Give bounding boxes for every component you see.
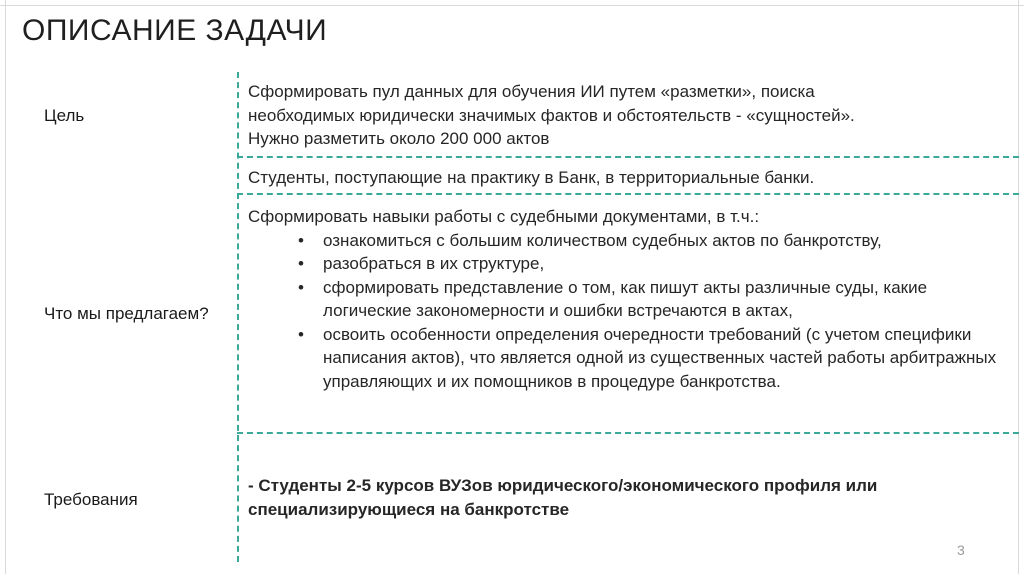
bullet-icon: • — [298, 324, 304, 344]
offer-bullet-list — [248, 229, 1008, 394]
list-item-text: разобраться в их структуре, — [323, 254, 545, 273]
offer-text — [248, 205, 1008, 393]
list-item — [248, 252, 1008, 276]
goal-text — [248, 80, 1008, 151]
list-item — [248, 276, 983, 323]
requirements-label: Требования — [44, 490, 138, 509]
list-item-text: сформировать представление о том, как пишут акты различные суды, какие логические закономерности и ошибки встречаются в актах, — [323, 277, 928, 320]
bullet-icon: • — [298, 230, 304, 250]
bullet-icon: • — [298, 277, 304, 297]
slide-top-border — [0, 5, 1024, 6]
list-item-text: освоить особенности определения очередности требований (с учетом специфики написания актов), что является одной из существенных частей работы арбитражных управляющих и их помощников в процедуре банкротства. — [323, 324, 997, 391]
vertical-divider — [237, 72, 239, 562]
list-item-text: ознакомиться с большим количеством судебных актов по банкротству, — [323, 230, 882, 250]
slide-right-border — [1018, 0, 1019, 574]
page-number: 3 — [957, 542, 965, 558]
offer-intro: Сформировать навыки работы с судебными документами, в т.ч.: — [248, 207, 760, 226]
row-divider-1 — [237, 156, 1019, 158]
offer-label: Что мы предлагаем? — [44, 304, 209, 323]
requirements-text — [248, 474, 1008, 521]
requirements-line: специализирующиеся на банкротстве — [248, 499, 570, 519]
participants-text: Студенты, поступающие на практику в Банк, в территориальные банки. — [248, 168, 815, 187]
page-title: ОПИСАНИЕ ЗАДАЧИ — [22, 14, 328, 47]
goal-line: необходимых юридически значимых фактов и обстоятельств - «сущностей». — [248, 105, 855, 125]
goal-line: Нужно разметить около 200 000 актов — [248, 129, 550, 148]
slide-left-border — [5, 0, 6, 574]
goal-label: Цель — [44, 106, 85, 125]
bullet-icon: • — [298, 254, 304, 273]
row-divider-2 — [237, 193, 1019, 195]
list-item — [248, 323, 1003, 394]
requirements-line: - Студенты 2-5 курсов ВУЗов юридического/экономического профиля или — [248, 476, 878, 495]
goal-line: Сформировать пул данных для обучения ИИ путем «разметки», поиска — [248, 82, 815, 101]
list-item — [248, 229, 1008, 253]
row-divider-3 — [237, 432, 1019, 434]
